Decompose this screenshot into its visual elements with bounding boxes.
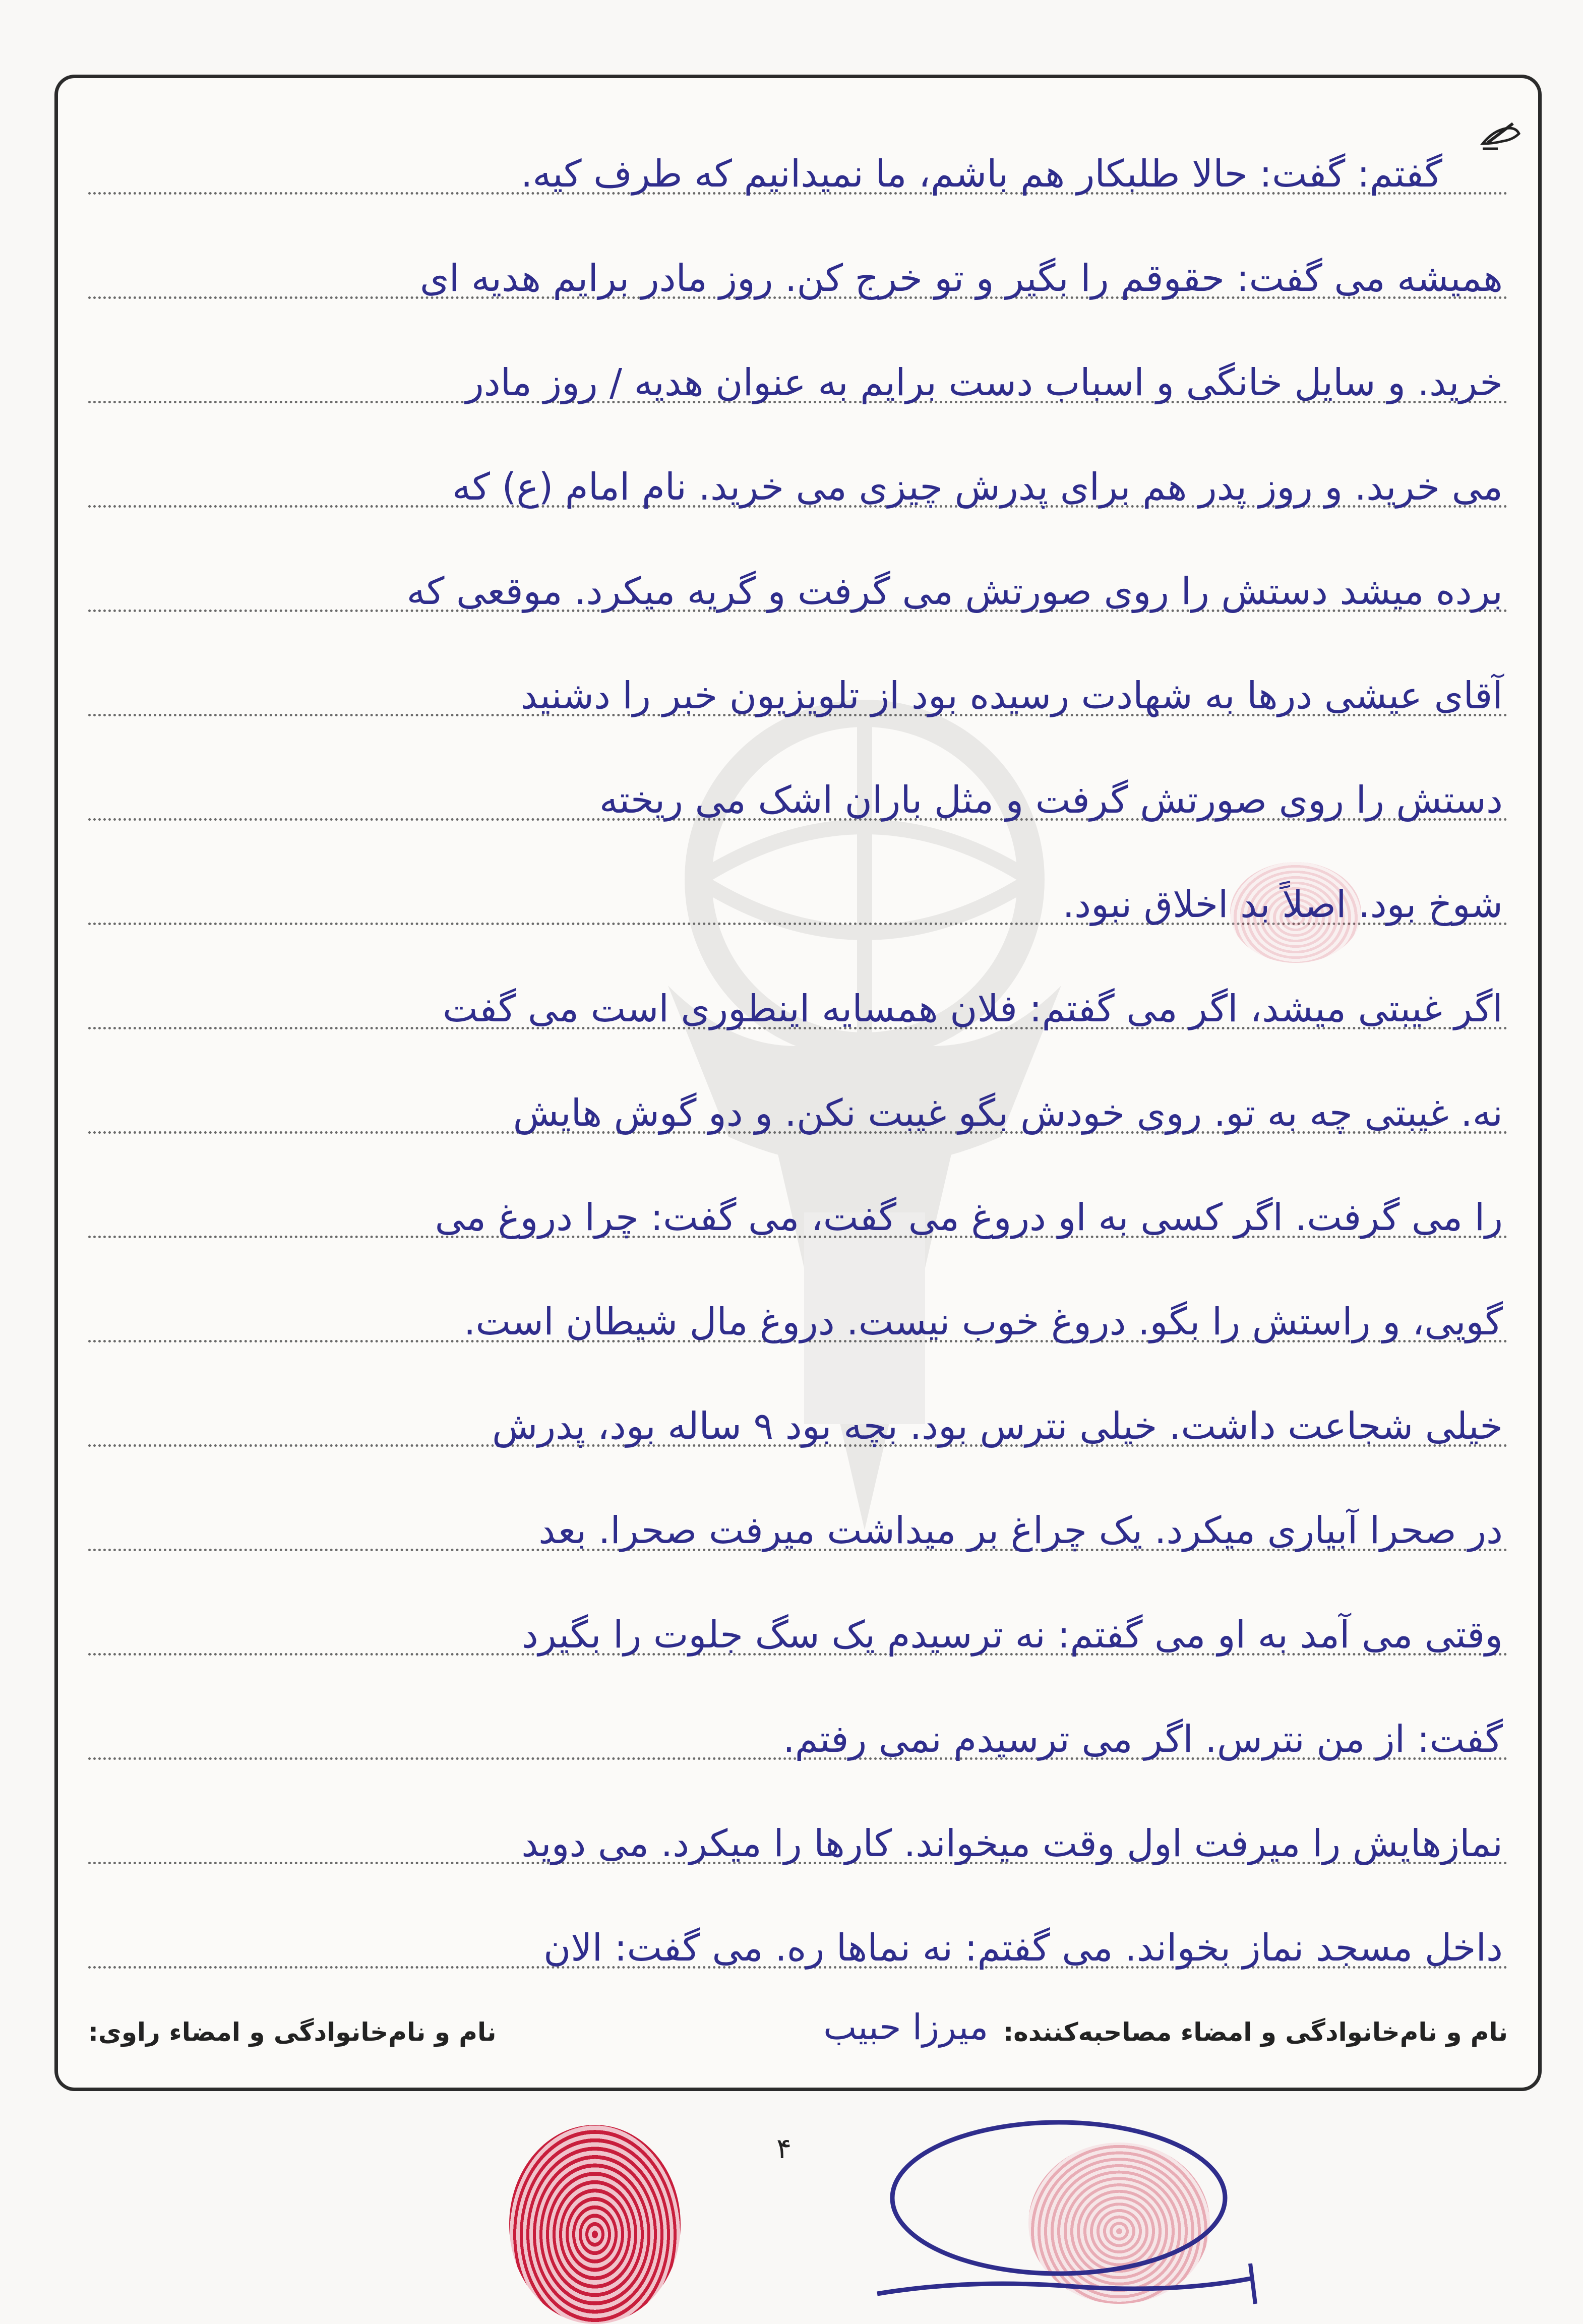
line-text: نه. غیبتی چه به تو. روی خودش بگو غیبت نکن. و دو گوش هایش: [513, 1091, 1503, 1135]
handwritten-line: [88, 1778, 1508, 1882]
line-text: برده میشد دستش را روی صورتش می گرفت و گریه میکرد. موقعی که: [406, 570, 1503, 613]
narrator-signature: [867, 2112, 1281, 2324]
line-text: همیشه می گفت: حقوقم را بگیر و تو خرج کن. روز مادر برایم هدیه ای: [419, 257, 1503, 300]
handwritten-line: [88, 1152, 1508, 1256]
line-text: خرید. و سایل خانگی و اسباب دست برایم به عنوان هدیه / روز مادر: [465, 361, 1503, 404]
interviewer-signature: میرزا حبیب: [823, 2006, 989, 2048]
handwritten-line: [88, 1256, 1508, 1361]
handwritten-line: [88, 526, 1508, 630]
handwritten-line: [88, 317, 1508, 421]
handwritten-line: [88, 108, 1508, 213]
line-text: خیلی شجاعت داشت. خیلی نترس بود. بچه بود ۹ ساله بود، پدرش: [492, 1404, 1503, 1448]
line-text: گویی، و راستش را بگو. دروغ خوب نیست. دروغ مال شیطان است.: [463, 1300, 1503, 1343]
handwritten-line: [88, 1048, 1508, 1152]
line-text: می خرید. و روز پدر هم برای پدرش چیزی می خرید. نام امام (ع) که: [452, 465, 1503, 509]
narrator-label: نام و نام‌خانوادگی و امضاء راوی:: [88, 2017, 497, 2047]
handwritten-line: [88, 735, 1508, 839]
handwritten-line: [88, 1882, 1508, 1987]
page-number: ۴: [776, 2132, 792, 2165]
handwritten-text-block: [88, 108, 1508, 1987]
thumbprint-stamp: [509, 2125, 681, 2324]
line-text: شوخ بود. اصلاً بد اخلاق نبود.: [1062, 883, 1503, 926]
line-text: دستش را روی صورتش گرفت و مثل باران اشک می ریخته: [599, 778, 1503, 822]
handwritten-line: [88, 213, 1508, 317]
line-text: داخل مسجد نماز بخواند. می گفتم: نه نماها ره. می گفت: الان: [543, 1926, 1503, 1970]
line-text: آقای عیشی درها به شهادت رسیده بود از تلویزیون خبر را دشنید: [520, 674, 1503, 717]
handwritten-line: [88, 1674, 1508, 1778]
handwritten-line: [88, 1361, 1508, 1465]
signature-footer: [88, 2002, 1508, 2062]
page-frame: [54, 75, 1542, 2091]
line-text: گفت: از من نترس. اگر می ترسیدم نمی رفتم.: [783, 1718, 1503, 1761]
handwritten-line: [88, 1569, 1508, 1674]
line-text: گفتم: گفت: حالا طلبکار هم باشم، ما نمیدانیم که طرف کیه.: [520, 152, 1442, 196]
line-text: وقتی می آمد به او می گفتم: نه ترسیدم یک سگ جلوت را بگیرد: [521, 1613, 1503, 1657]
line-text: نمازهایش را میرفت اول وقت میخواند. کارها را میکرد. می دوید: [521, 1822, 1503, 1865]
line-text: را می گرفت. اگر کسی به او دروغ می گفت، می گفت: چرا دروغ می: [435, 1196, 1503, 1239]
interviewer-label: نام و نام‌خانوادگی و امضاء مصاحبه‌کننده:: [1003, 2017, 1508, 2047]
line-text: در صحرا آبیاری میکرد. یک چراغ بر میداشت میرفت صحرا. بعد: [538, 1509, 1503, 1552]
line-text: اگر غیبتی میشد، اگر می گفتم: فلان همسایه اینطوری است می گفت: [442, 987, 1503, 1030]
handwritten-line: [88, 630, 1508, 735]
handwritten-line: [88, 421, 1508, 526]
handwritten-line: [88, 1465, 1508, 1569]
